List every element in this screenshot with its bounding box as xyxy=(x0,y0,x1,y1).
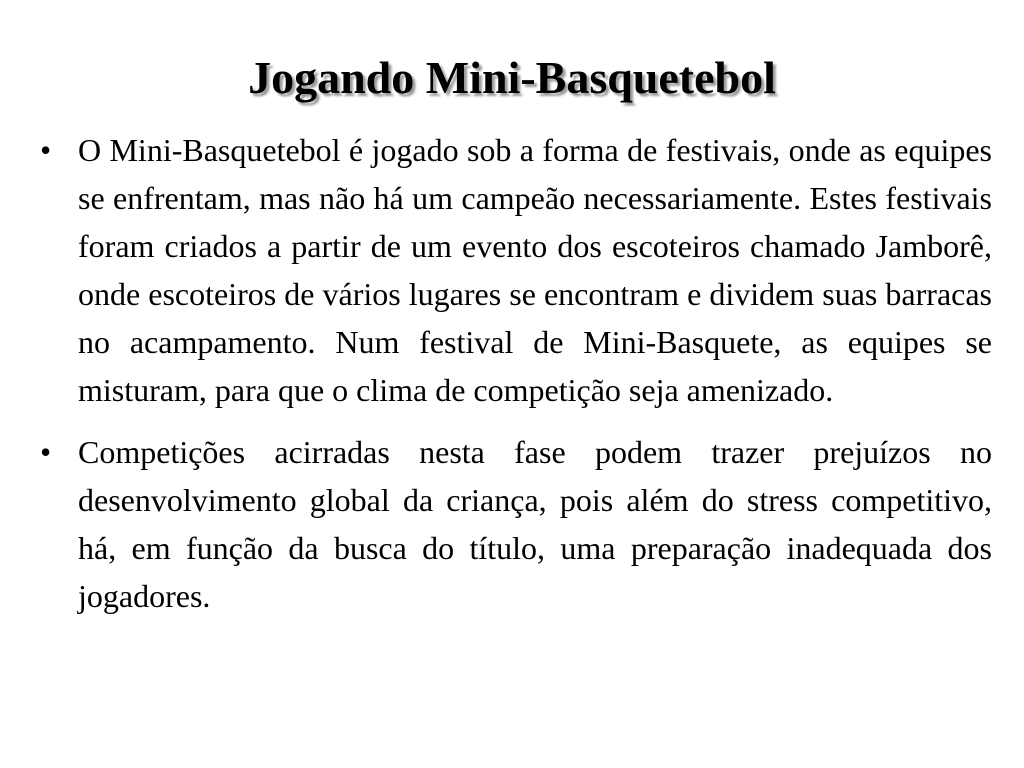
bullet-item xyxy=(38,428,992,620)
bullet-list xyxy=(38,126,992,634)
slide-title: Jogando Mini-Basquetebol xyxy=(248,52,776,103)
bullet-dot-icon: • xyxy=(40,132,52,168)
bullet-text: O Mini-Basquetebol é jogado sob a forma de festivais, onde as equipes se enfrentam, mas não há um campeão necessariamente. Estes festivais foram criados a partir de um evento dos escoteiros chamado Jamborê, onde escoteiros de vários lugares se encontram e dividem suas barracas no acampamento. Num festival de Mini-Basquete, as equipes se misturam, para que o clima de competição seja amenizado. xyxy=(78,132,992,408)
bullet-item xyxy=(38,126,992,414)
bullet-dot-icon: • xyxy=(40,434,52,470)
bullet-text: Competições acirradas nesta fase podem trazer prejuízos no desenvolvimento global da criança, pois além do stress competitivo, há, em função da busca do título, uma preparação inadequada dos jogadores. xyxy=(78,434,992,614)
